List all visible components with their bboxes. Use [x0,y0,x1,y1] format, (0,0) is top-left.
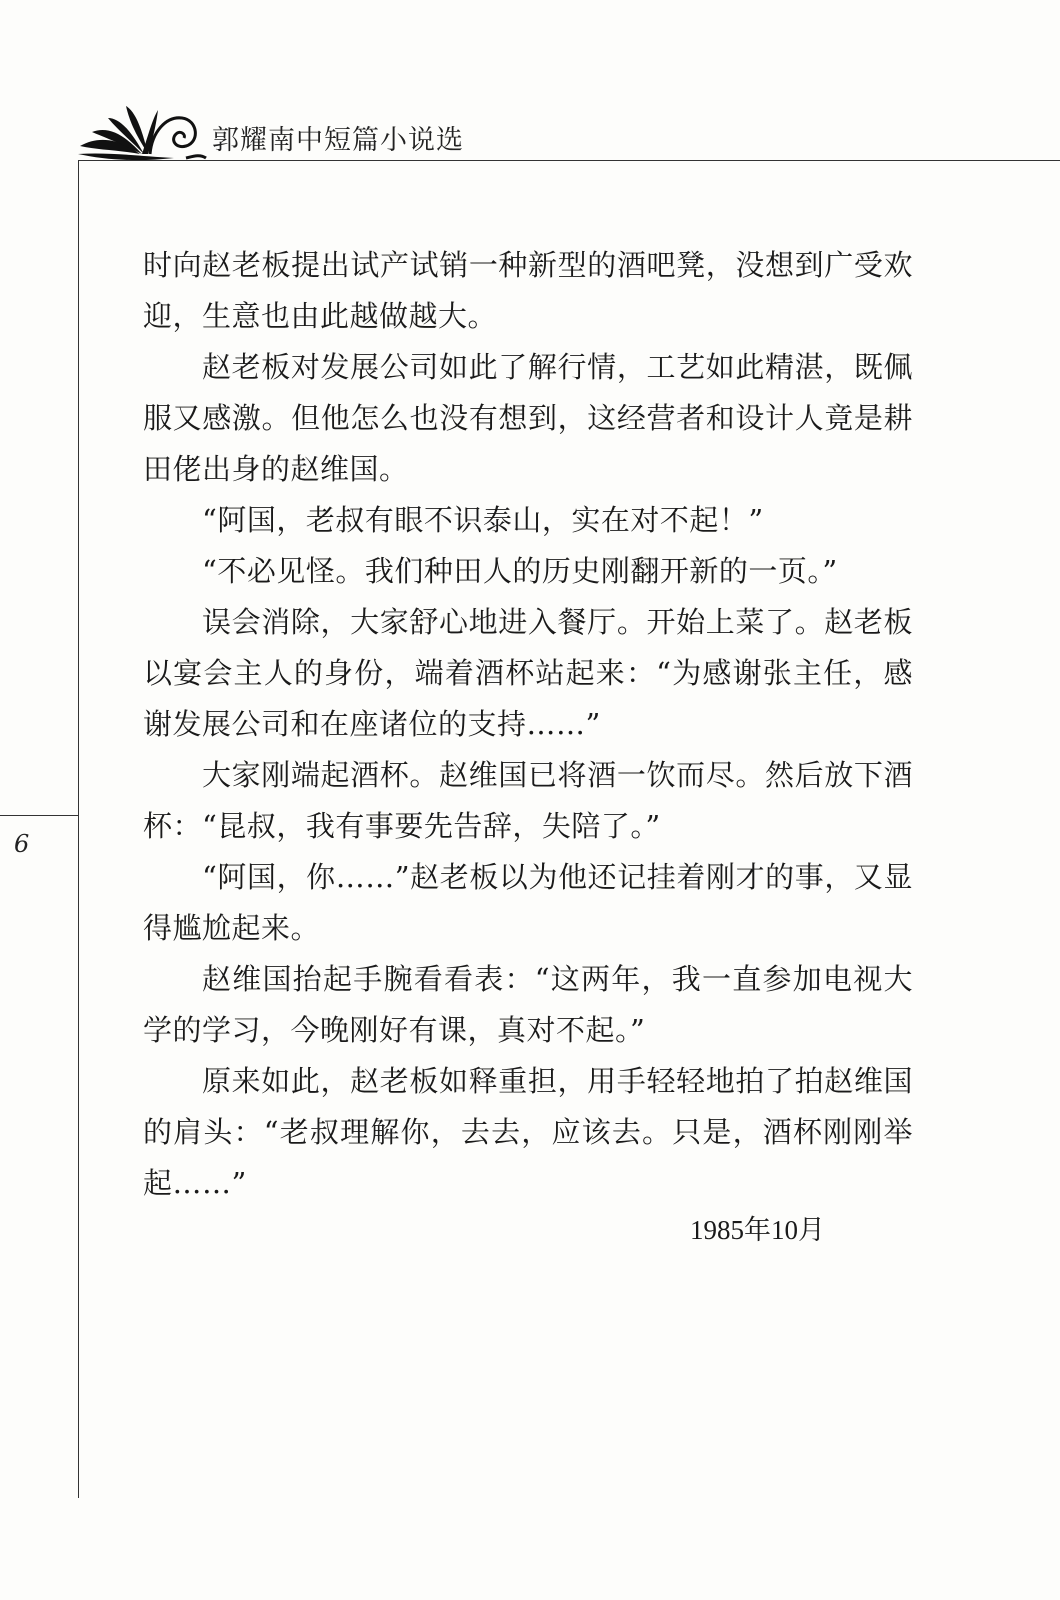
frame-top-rule [78,160,208,161]
header-rule [200,160,1060,161]
swirl-leaf-ornament-icon [78,96,208,162]
body-text [143,240,913,1209]
paragraph: “阿国，你……”赵老板以为他还记挂着刚才的事，又显得尴尬起来。 [143,860,913,945]
paragraph: 原来如此，赵老板如释重担，用手轻轻地拍了拍赵维国的肩头：“老叔理解你，去去，应该去。只是，酒杯刚刚举起……” [143,1064,913,1200]
paragraph: 赵维国抬起手腕看看表：“这两年，我一直参加电视大学的学习，今晚刚好有课，真对不起。” [143,962,913,1047]
page-number-rule [0,815,78,816]
frame-left-rule [78,160,79,1498]
page-number: 6 [14,830,30,858]
paragraph: 大家刚端起酒杯。赵维国已将酒一饮而尽。然后放下酒杯：“昆叔，我有事要先告辞，失陪了。” [143,758,913,843]
story-date: 1985年10月 [690,1215,825,1245]
paragraph: “阿国，老叔有眼不识泰山，实在对不起！” [202,503,764,537]
running-header-book-title: 郭耀南中短篇小说选 [212,125,464,156]
paragraph: 误会消除，大家舒心地进入餐厅。开始上菜了。赵老板以宴会主人的身份，端着酒杯站起来：“为感谢张主任，感谢发展公司和在座诸位的支持……” [143,605,913,741]
paragraph: 时向赵老板提出试产试销一种新型的酒吧凳，没想到广受欢迎，生意也由此越做越大。 [143,248,913,333]
paragraph: 赵老板对发展公司如此了解行情，工艺如此精湛，既佩服又感激。但他怎么也没有想到，这经营者和设计人竟是耕田佬出身的赵维国。 [143,350,913,486]
paragraph: “不必见怪。我们种田人的历史刚翻开新的一页。” [202,554,838,588]
